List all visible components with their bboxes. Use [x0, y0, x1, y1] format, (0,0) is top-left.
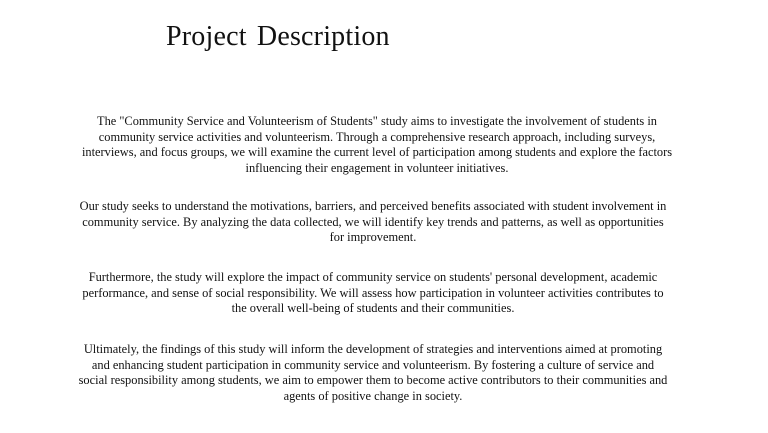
slide-title: Project Description [166, 21, 390, 52]
paragraph-motivations: Our study seeks to understand the motivations, barriers, and perceived benefits associated with student involvement in community service. By analyzing the data collected, we will identify key trends and patterns, as well as opportunities for improvement. [79, 199, 667, 245]
paragraph-intro: The "Community Service and Volunteerism of Students" study aims to investigate the involvement of students in community service activities and volunteerism. Through a comprehensive research approach, including surveys, interviews, and focus groups, we will examine the current level of participation among students and explore the factors influencing their engagement in volunteer initiatives. [81, 114, 673, 175]
paragraph-conclusion: Ultimately, the findings of this study will inform the development of strategies and interventions aimed at promoting and enhancing student participation in community service and volunteerism. By fostering a culture of service and social responsibility among students, we aim to empower them to become active contributors to their communities and agents of positive change in society. [78, 342, 668, 403]
paragraph-impact: Furthermore, the study will explore the impact of community service on students' personal development, academic performance, and sense of social responsibility. We will assess how participation in volunteer activities contributes to the overall well-being of students and their communities. [82, 270, 664, 316]
